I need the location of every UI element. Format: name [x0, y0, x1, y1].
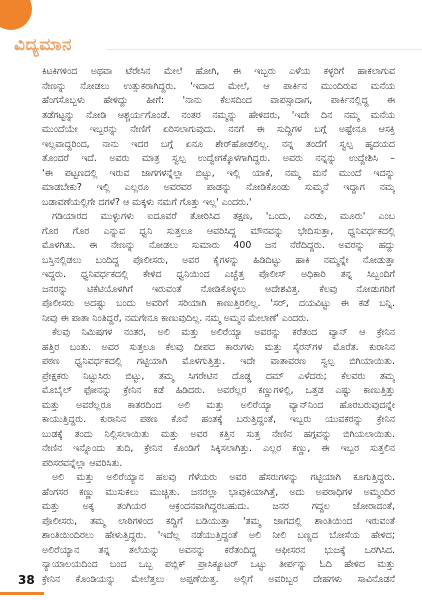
- section-title: ವಿದ್ಯಮಾನ: [14, 35, 72, 55]
- text-line: ಬುಡಕ್ಕೆ ತಂದು ನಿಲ್ಲಿಸಲಾಯಿತು ಮತ್ತು ಅವರ ಕತ್ತಿನ ಸುತ್ತ ನೇಣಿನ ಹಗ್ಗವನ್ನು ಬಿಗಿಯಲಾಯಿತು.: [42, 428, 395, 440]
- paragraph: [42, 65, 395, 210]
- orange-circle-ornament: [0, 0, 32, 30]
- text-line: ಬಸ್ತಿನಲ್ಲಿಡಲು ಬಂದಿದ್ದ ಪೊಲೀಸರು, ಅವರ ಕೈಗಳನ್ನು ಹಿಡಿದಿಟ್ಟು ಹಾಕಿ ನಮ್ಮನ್ನೇ ನೋಡುತ್ತಾ: [42, 254, 395, 266]
- text-line: ಮಾಡಬೇಕು? ಇಲ್ಲಿ ಎಲ್ಲರೂ ಅವರವರ ಪಾಡನ್ನು ನೋಡಿಕೊಂಡು ಸುಮ್ಮನೆ ಇದ್ದಾಗ ನಮ್ಮ: [42, 182, 395, 193]
- text-line: ಕೆಲವು ನಿಮಿಷಗಳ ನಂತರ, ಅಲಿ ಮತ್ತು ಅಲಿರೆಯ್ಯಾ ಅವರನ್ನು ಕರೆತಂದ ವ್ಯಾನ್ ಆ ಕ್ರೇನಿನ: [52, 327, 395, 338]
- text-line: ನ್ಯಾಯಾಲಯದಿಂದ ಬಂದ ಒಬ್ಬ ಪಬ್ಲಿಕ್ ಪ್ರಾಸಿಕ್ಯೂಟರ್ ಒಟ್ಟು ತೀರ್ಪನ್ನು ಓದಿ ಹೇಳಿದ ಮತ್ತು: [42, 559, 395, 570]
- text-line: ಪ್ರೇಕ್ಷಕರು ನಿಟ್ಟುಸಿರು ಬಿಟ್ಟು, ತಮ್ಮ ಸಿಗರೇಟಿನ ದೊಡ್ಡ ದಮ್ ಎಳೆದರು; ಕೆಲವರು ತಮ್ಮ: [42, 370, 395, 382]
- text-line: ಇದ್ದರು. ಧ್ವನಿವರ್ಧಕದಲ್ಲಿ ಕೇಳಿದ ಧ್ವನಿಯಿಂದ ಎಚ್ಚೆತ್ತ ಪೊಲೀಸ್ ಅಧಿಕಾರಿ ತನ್ನ ಸಿಬ್ಬಂದಿಗೆ: [42, 269, 395, 280]
- text-line: ಪಠಣ ಧ್ವನಿವರ್ಧಕದಲ್ಲಿ ಗಟ್ಟಿಯಾಗಿ ಮೊಳಗುತ್ತಿತ್ತು. ಇದೇ ವಾತಾವರಣ ಸ್ವಲ್ಪ ಬಿಗಿಯಾಯಿತು.: [42, 356, 395, 367]
- text-line: ಹೆಂಗಸರ ಕಣ್ಣು ಮುಸುಕಲು ಮುಚ್ಚಿತು. ಜನರಲ್ಲಾ ಭಾವುಕಿಯಾಗಿತ್ತೆ, ಅದು ಅಪರಾಧಿಗಳ ಅಮ್ಮಂದಿರ: [42, 486, 395, 498]
- paragraph: [42, 471, 395, 587]
- paragraph: [42, 326, 395, 471]
- text-line: 'ಈ ಪಟ್ಟಣದಲ್ಲಿ ಇರುವ ಜಾಗಗಳನ್ನೆಲ್ಲಾ ಬಿಟ್ಟು, ಇಲ್ಲಿ ಯಾಕೆ, ನಮ್ಮ ಮನೆ ಮುಂದೆ ಇದನ್ನು: [42, 167, 395, 179]
- text-line: ಮೊಬೈಲ್ ಫೋನನ್ನು ಕ್ರೇನಿನ ಕಡೆ ಹಿಡಿದರು. ಅವರೆಲ್ಲರ ಕಣ್ಣುಗಳಲ್ಲಿ, ಒತ್ತಡ ಎಷ್ಟು ಕಾಣುತ್ತಿತ್ತು: [42, 385, 395, 396]
- text-line: ಪೊಲೀಸರು, ತಮ್ಮ ಲಾಠಿಗಳಿಂದ ಕದ್ದಿಗೆ ಬಡಿಯುತ್ತಾ 'ತಮ್ಮ ಜಾಗದಲ್ಲಿ ಶಾಂತಿಯಿಂದ ಇರುವಂತೆ: [42, 515, 395, 527]
- text-line: ತೊಂದರೆ ಇದೆ. ಅವರು ಮಾತ್ರ ಸ್ವಲ್ಪ ಉದ್ವೇಗಕ್ಕೊಳಗಾಗಿದ್ದರು. ಅವರು ನನ್ನನ್ನು ಉದ್ದೇಶಿಸಿ –: [42, 153, 395, 164]
- page-number: 38: [18, 573, 35, 587]
- text-line: ಅಲಿರೆಯ್ಯಾನ ತನ್ನ ತಲೆಯನ್ನು ಅವನನ್ನು ಕರೆತಂದಿದ್ದ ಆಫೀಸರನ ಭುಜಕ್ಕೆ ಒರಗಿಸಿದ.: [42, 544, 395, 556]
- text-line: ಕಿಟಕಿಗಳಿಂದ ಅಥವಾ ಟೆರೇಸಿನ ಮೇಲೆ ಹೋಗಿ, ಈ ಇಬ್ಬರು ಎಳೆಯ ಕಳ್ಳರಿಗೆ ಹಾಕಲಾಗುವ: [42, 66, 395, 77]
- text-line: ಕಾಯುತ್ತಿದ್ದರು. ಕುರಾನಿನ ಪಠಣ ಕೊನೆ ಹಂತಕ್ಕೆ ಬರುತ್ತಿದ್ದಂತೆ, ಇಬ್ಬರು ಯುವಕರನ್ನು ಕ್ರೇನಿನ: [42, 414, 395, 425]
- paragraph: [42, 210, 395, 326]
- article-body: [42, 65, 395, 587]
- text-line: ಕ್ರೇನಿನ ಕೊಂಡಿಯನ್ನು ಮೇಲೆತ್ತಲು ಅಪ್ಪಣೆಯಿತ್ತ. ಅಲ್ಲಿಗೆ ಅವರಿಬ್ಬರ ದೇಹಗಳು ಸಾವಿನೊಡನೆ: [42, 573, 395, 585]
- text-line: ಬಡಾವಣೆಯಲ್ಲಿಗೇ ದಗಳೆ? ಆ ಮಕ್ಕಳು ನಮಗೆ ಗೊತ್ತು ಇಲ್ಲ' ಎಂದರು.': [42, 196, 252, 208]
- text-line: ಹೆಂಗಸೊಬ್ಬಳು ಹೇಳಿದ್ದು ಹೀಗೆ: 'ನಾನು ಕೆಲಸದಿಂದ ವಾಪಸ್ಸಾದಾಗ, ಪಾರ್ಕಿನಲ್ಲಿದ್ದ ಈ: [42, 95, 395, 106]
- text-line: ನೇಣನ್ನು ನೋಡಲು ಉತ್ಸುಕರಾಗಿದ್ದರು. 'ಇದಾದ ಮೇಲೆ, ಆ ಪಾರ್ಕಿನ ಮುಂದಿರುವ ಮನೆಯ: [42, 80, 395, 92]
- text-line: ತಡೆಗಟ್ಟನ್ನು ನೋಡಿ ಆಶ್ಚರ್ಯಗೊಂಡೆ. ನಂತರ ನಮ್ಮನ್ನು ಹೇಳಿದರು, 'ಇದೇ ದಿನ ನಮ್ಮ ಮನೆಯ: [42, 109, 395, 121]
- text-line: ನೀವು ಈ ಪಾತಾ ನಿಂತಿದ್ದರೆ, ನಮಗೇನೂ ಕಾಣುವುದಿಲ್ಲ. ನಮ್ಮ ಅಮ್ಮನ ಮೇಲಾಣೆ' ಎಂದರು.: [42, 312, 310, 324]
- text-line: ಜನರನ್ನು ಟಿಕೆಟಿಯೊಳಗಿಗೆ ಇರುವಂತೆ ನೋಡಿಕೊಳ್ಳಲು ಆದೇಶವಿತ್ತ. ಕೆಲವು ನೋಡುಗರಿಗೆ: [42, 283, 395, 295]
- page-number-accent-bar: [0, 592, 44, 595]
- text-line: ಗೊರ ಗೊರ ಎನ್ನುವ ಧ್ವನಿ ಸುತ್ತಲೂ ಆವರಿಸಿದ್ದ ಮೌನವನ್ನು ಭೇದಿಸುತ್ತಾ, ಧ್ವನಿವರ್ಧಕದಲ್ಲಿ: [42, 225, 395, 237]
- header-divider: [106, 49, 422, 50]
- text-line: ಮತ್ತು ಅಕ್ಕ ತಂಗಿಯರ ಆಕ್ರಂದನವಾಗಿದ್ದರಬಹುದು. ಜನರ ಗದ್ದಲ ಜೋರಾದಂತೆ,: [42, 501, 395, 512]
- text-line: ಮುಂದೆಯೇ ಇಬ್ಬರನ್ನು ನೇಣಿಗೆ ಏರಿಸಲಾಗುವುದು. ನನಗೆ ಈ ಸುದ್ದಿಗಳ ಬಗ್ಗೆ ಅಷ್ಟೇನೂ ಆಸಕ್ತಿ: [42, 124, 395, 135]
- text-line: ಶಾಂತಿಯಿಂದಿರಲು ಹೇಳುತ್ತಿದ್ದರು. 'ಇದೆಲ್ಲ ನಡೆಯುತ್ತಿದ್ದಂತೆ ಅಲಿ ನೀಲಿ ಬಣ್ಣದ ಬೋಸೆಯ ಹೇಳಿದ;: [42, 530, 395, 541]
- text-line: ಮತ್ತು ಅವರೆಲ್ಲರೂ ಕಾತರದಿಂದ ಅಲಿ ಮತ್ತು ಅಲಿರೆಯ್ಯಾ ವ್ಯಾನ್‌ನಿಂದ ಹೊರಬರುವುದನ್ನೇ: [42, 399, 395, 411]
- text-line: ಮೊಳಗಿತು. ಈ ನೇಣನ್ನು ನೋಡಲು ಸುಮಾರು 400 ಜನ ನೆರೆದಿದ್ದರು. ಅವರನ್ನು ಹದ್ದು: [42, 240, 395, 251]
- text-line: ನೇಣಿನ ಇನ್ನೊಂದು ತುದಿ, ಕ್ರೇನಿನ ಕೊಂಡಿಗೆ ಸಿಕ್ಕಿಸಲಾಗಿತ್ತು. ಎಲ್ಲರ ಕಣ್ಣು, ಈ ಇಬ್ಬರ ಸುತ್ತಲಿನ: [42, 443, 395, 454]
- text-line: ಪರಿಸರವನ್ನೆಲ್ಲಾ ಆವರಿಸಿತು.: [42, 457, 123, 469]
- text-line: ಗಡಿಯಾರದ ಮುಳ್ಳುಗಳು ಐದೂವರೆ ತೋರಿಸಿದ ತಕ್ಷಣ, 'ಒಂದು, ಎರಡು, ಮೂರು' ಎಂಬ: [52, 211, 395, 222]
- text-line: ಹತ್ತಿರ ಬಂತು. ಅವರ ಸುತ್ತಲೂ ಕೆಲವು ದೀಪದ ಕಾರುಗಳು ಮತ್ತು ಸೈರನ್‌ಗಳ ಮೊರೆತ. ಕುರಾನಿನ: [42, 341, 395, 353]
- text-line: ಇಲ್ಲವಾದ್ದರಿಂದ, ನಾನು ಇದರ ಬಗ್ಗೆ ಏನೂ ಶೇರ್‌ಹೋಡಲಿಲ್ಲ. ನನ್ನ ತಂದೆಗೆ ಸ್ವಲ್ಪ ಹೃದಯದ: [42, 138, 395, 150]
- text-line: ಅಲಿ ಮತ್ತು ಅಲಿರೆಯ್ಯಾನ ಹಲವು ಗೆಳೆಯರು ಅವರ ಹೆಸರುಗಳನ್ನು ಗಟ್ಟಿಯಾಗಿ ಕೂಗುತ್ತಿದ್ದರು.: [52, 472, 395, 483]
- text-line: ಪೊಲೀಸರು ಅದಷ್ಟು ಬಂದು ಅವರಿಗೆ ಸರಿಯಾಗಿ ಕಾಣುತ್ತಿರಲಿಲ್ಲ. 'ಸರ್, ದಯವಿಟ್ಟು ಈ ಕಡೆ ಬನ್ನಿ.: [42, 298, 395, 309]
